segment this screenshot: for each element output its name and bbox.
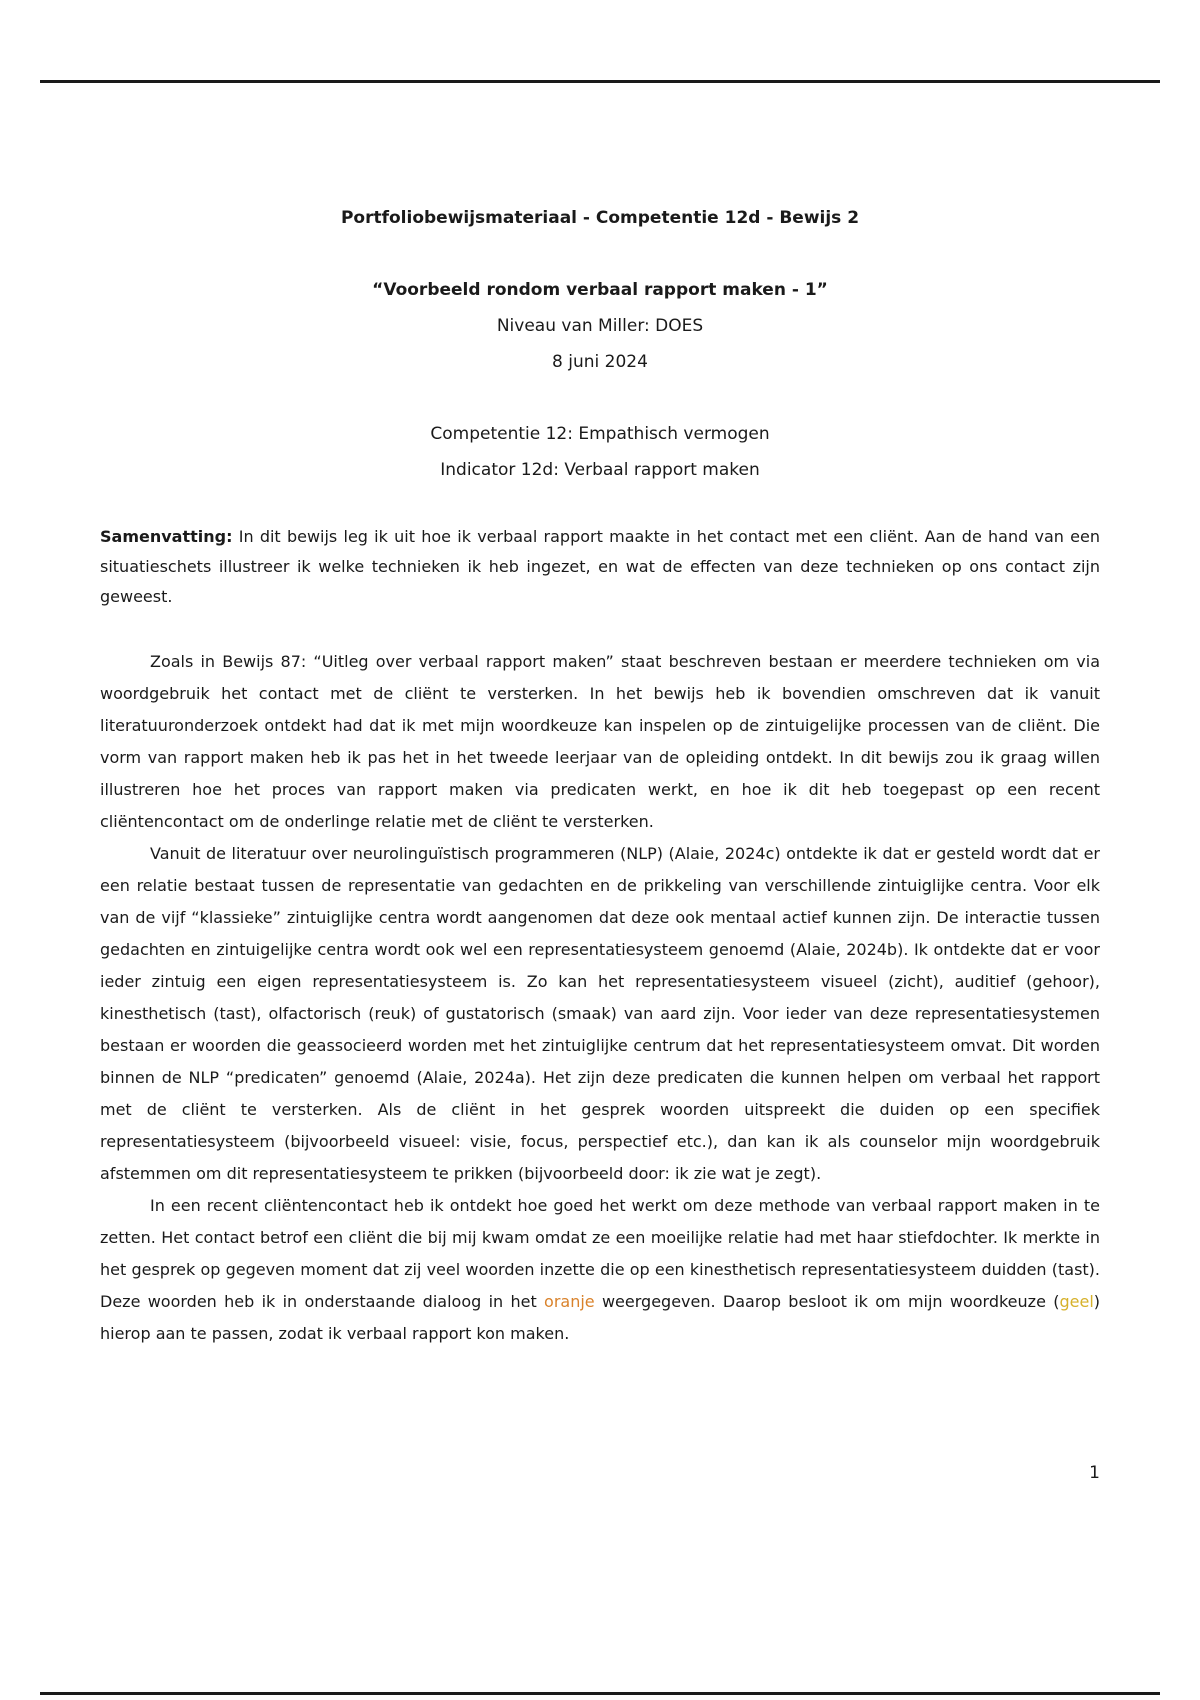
document-title: Portfoliobewijsmateriaal - Competentie 12d - Bewijs 2 [340,208,860,228]
document-date: 8 juni 2024 [552,352,648,372]
paragraph-3-part-b: weergegeven. Daarop besloot ik om mijn woordkeuze ( [594,1292,1060,1311]
document-page [100,200,1100,1350]
orange-highlight-word: oranje [544,1292,595,1311]
top-rule [40,80,1160,83]
page-number: 1 [1089,1463,1100,1483]
yellow-highlight-word: geel [1059,1292,1094,1311]
body-text [100,646,1100,1350]
miller-level: Niveau van Miller: DOES [496,316,704,336]
paragraph-3-part-a: In een recent cliëntencontact heb ik ontdekt hoe goed het werkt om deze methode van verbaal rapport maken in te zetten. Het contact betrof een cliënt die bij mij kwam omdat ze een moeilijke relatie had met haar stiefdochter. Ik merkte in het gesprek op gegeven moment dat zij veel woorden inzette die op een kinesthetisch representatiesysteem duidden (tast). Deze woorden heb ik in onderstaande dialoog in het [100,1196,1100,1311]
document-subtitle: “Voorbeeld rondom verbaal rapport maken - 1” [372,280,828,300]
competence-line: Competentie 12: Empathisch vermogen [430,424,770,444]
summary-block [100,522,1100,612]
summary-label: Samenvatting: [100,527,233,546]
paragraph-2: Vanuit de literatuur over neurolinguïstisch programmeren (NLP) (Alaie, 2024c) ontdekte ik dat er gesteld wordt dat er een relatie bestaat tussen de representatie van gedachten en de prikkeling van verschillende zintuiglijke centra. Voor elk van de vijf “klassieke” zintuiglijke centra wordt aangenomen dat deze ook mentaal actief kunnen zijn. De interactie tussen gedachten en zintuigelijke centra wordt ook wel een representatiesysteem genoemd (Alaie, 2024b). Ik ontdekte dat er voor ieder zintuig een eigen representatiesysteem is. Zo kan het representatiesysteem visueel (zicht), auditief (gehoor), kinesthetisch (tast), olfactorisch (reuk) of gustatorisch (smaak) van aard zijn. Voor ieder van deze representatiesystemen bestaan er woorden die geassocieerd worden met het zintuiglijke centrum dat het representatiesysteem omvat. Dit worden binnen de NLP “predicaten” genoemd (Alaie, 2024a). Het zijn deze predicaten die kunnen helpen om verbaal het rapport met de cliënt te versterken. Als de cliënt in het gesprek woorden uitspreekt die duiden op een specifiek representatiesysteem (bijvoorbeeld visueel: visie, focus, perspectief etc.), dan kan ik als counselor mijn woordgebruik afstemmen om dit representatiesysteem te prikken (bijvoorbeeld door: ik zie wat je zegt). [100,844,1100,1183]
paragraph-1: Zoals in Bewijs 87: “Uitleg over verbaal rapport maken” staat beschreven bestaan er meerdere technieken om via woordgebruik het contact met de cliënt te versterken. In het bewijs heb ik bovendien omschreven dat ik vanuit literatuuronderzoek ontdekt had dat ik met mijn woordkeuze kan inspelen op de zintuigelijke processen van de cliënt. Die vorm van rapport maken heb ik pas het in het tweede leerjaar van de opleiding ontdekt. In dit bewijs zou ik graag willen illustreren hoe het proces van rapport maken via predicaten werkt, en hoe ik dit heb toegepast op een recent cliëntencontact om de onderlinge relatie met de cliënt te versterken. [100,652,1100,831]
bottom-rule [40,1692,1160,1695]
summary-text: In dit bewijs leg ik uit hoe ik verbaal rapport maakte in het contact met een cliënt. Aan de hand van een situatieschets illustreer ik welke technieken ik heb ingezet, en wat de effecten van deze technieken op ons contact zijn geweest. [100,527,1100,606]
paragraph-3-part-c: ) hierop aan te passen, zodat ik verbaal rapport kon maken. [100,1292,1101,1343]
indicator-line: Indicator 12d: Verbaal rapport maken [440,460,760,480]
paragraph-3 [100,1190,1100,1350]
